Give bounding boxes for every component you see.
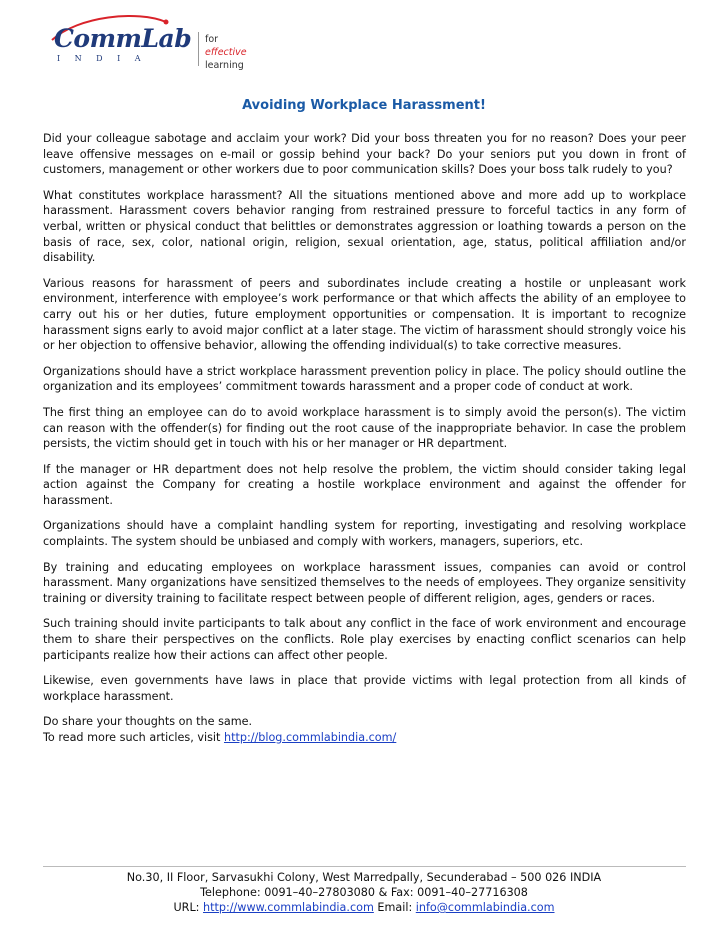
logo-subtitle: INDIA [57,54,156,63]
paragraph: If the manager or HR department does not help resolve the problem, the victim should consider taking legal action against the Company for creating a hostile workplace environment and against the offender for harassment. [43,462,686,507]
footer-address: No.30, II Floor, Sarvasukhi Colony, West Marredpally, Secunderabad – 500 026 INDIA [126,871,602,884]
company-logo [48,14,288,71]
read-more-prefix: To read more such articles, visit [43,731,224,744]
footer-phone: Telephone: 0091–40–27803080 & Fax: 0091–40–27716308 [200,886,528,899]
page-title: Avoiding Workplace Harassment! [242,98,486,113]
email-link[interactable]: info@commlabindia.com [415,901,555,914]
logo-name: CommLab [54,24,192,53]
share-text: Do share your thoughts on the same. [43,715,253,729]
paragraph: By training and educating employees on workplace harassment issues, companies can avoid or control harassment. Many organizations have sensitized themselves to the needs of employees. They organize sensitivity training or diversity training to facilitate respect between people of different religion, ages, genders or races. [43,560,686,605]
blog-link[interactable]: http://blog.commlabindia.com/ [223,731,397,744]
paragraph: The first thing an employee can do to avoid workplace harassment is to simply avoid the person(s). The victim can reason with the offender(s) for finding out the root cause of the inappropriate behavior. In case the problem persists, the victim should get in touch with his or her manager or HR department. [43,405,686,451]
paragraph: Various reasons for harassment of peers and subordinates include creating a hostile or unpleasant work environment, interference with employee’s work performance or that which affects the ability of an employee to carry out his or her duties, future employment opportunities or compensation. It is important to recognize harassment signs early to avoid major conflict at a later stage. The victim of harassment should strongly voice his or her objection to offensive behavior, allowing the offending individual(s) to take corrective measures. [43,276,686,353]
tagline-for: for [205,34,219,45]
footer-divider [43,866,686,867]
paragraph: Organizations should have a complaint handling system for reporting, investigating and resolving workplace complaints. The system should be unbiased and comply with workers, managers, superiors, etc. [43,519,686,549]
paragraph: Likewise, even governments have laws in place that provide victims with legal protection from all kinds of workplace harassment. [43,674,686,703]
read-more-line [43,730,686,746]
article-body [43,131,686,756]
paragraph: Such training should invite participants to talk about any conflict in the face of work environment and encourage them to share their perspectives on the conflicts. Role play exercises by enacting conflict scenarios can help participants realize how their actions can affect other people. [43,617,686,662]
tagline-accent: effective [205,47,247,58]
paragraph: What constitutes workplace harassment? All the situations mentioned above and more add up to workplace harassment. Harassment covers behavior ranging from restrained pressure to forceful tactics in any form of verbal, written or physical conduct that belittles or demonstrates aggression or loathing towards a person on the basis of race, sex, color, national origin, religion, sexual orientation, age, status, political affiliation and/or disability. [43,188,686,265]
footer-contact [0,900,728,915]
tagline-main [205,46,288,72]
website-link[interactable]: http://www.commlabindia.com [203,901,374,914]
paragraph: Organizations should have a strict workplace harassment prevention policy in place. The policy should outline the organization and its employees’ commitment towards harassment and a proper code of conduct at work. [43,364,686,394]
footer-email-label: Email: [373,901,416,914]
paragraph: Did your colleague sabotage and acclaim your work? Did your boss threaten you for no reason? Does your peer leave offensive messages on e-mail or gossip behind your back? Do your seniors put you down in front of customers, management or other workers due to poor communication skills? Does your boss talk rudely to you? [43,132,686,177]
tagline-rest: learning [205,60,244,71]
footer-url-label: URL: [173,901,204,914]
footer [0,870,728,915]
logo-divider [198,32,199,66]
tagline [205,33,288,72]
